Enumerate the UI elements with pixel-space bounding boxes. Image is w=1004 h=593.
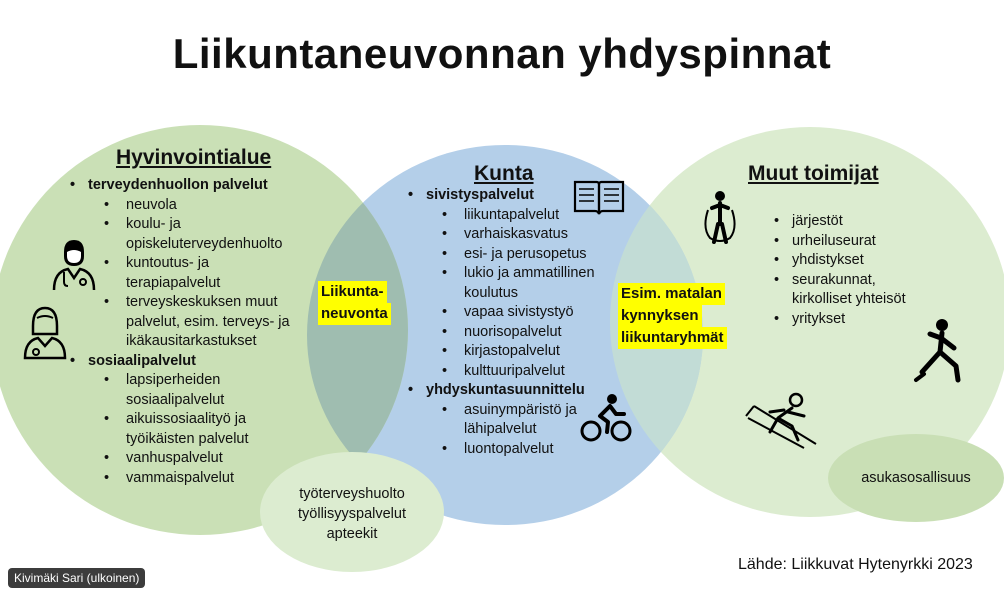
- list-item: • varhaiskasvatus: [402, 225, 595, 245]
- list-item: • vapaa sivistystyö: [402, 303, 595, 323]
- list-item: • kulttuuripalvelut: [402, 362, 595, 382]
- book-icon: [572, 178, 626, 218]
- middle-heading: Kunta: [474, 162, 534, 185]
- list-item: • esi- ja perusopetus: [402, 245, 595, 265]
- list-item: • lapsiperheiden: [64, 371, 290, 391]
- nurse-icon: [22, 304, 68, 360]
- list-group-label: • terveydenhuollon palvelut: [64, 176, 290, 196]
- list-item: • järjestöt: [772, 212, 906, 232]
- list-item: • vammaispalvelut: [64, 469, 290, 489]
- overlap-label-line: neuvonta: [318, 303, 391, 325]
- list-item-cont: kirkolliset yhteisöt: [792, 291, 906, 307]
- yoga-icon: [912, 318, 964, 384]
- list-item: • yhdistykset: [772, 251, 906, 271]
- list-item-cont: palvelut, esim. terveys- ja: [126, 313, 290, 330]
- bubble-bottom-right-text: asukasosallisuus: [861, 470, 971, 486]
- list-item: • asuinympäristö ja: [402, 401, 595, 421]
- list-item: • aikuissosiaalityö ja: [64, 410, 290, 430]
- list-item: • terveyskeskuksen muut: [64, 293, 290, 313]
- right-list: [772, 212, 906, 329]
- list-group-label: • sosiaalipalvelut: [64, 352, 290, 372]
- list-item: • lukio ja ammatillinen: [402, 264, 595, 284]
- right-heading: Muut toimijat: [748, 162, 879, 185]
- list-item-cont: koulutus: [464, 284, 519, 301]
- list-group-label: • sivistyspalvelut: [402, 186, 595, 206]
- bubble-line: apteekit: [326, 526, 378, 542]
- overlap-label-line: kynnyksen: [618, 305, 702, 327]
- list-item-cont: terapiapalvelut: [126, 274, 221, 291]
- list-item: • neuvola: [64, 196, 290, 216]
- source-citation: Lähde: Liikkuvat Hytenyrkki 2023: [738, 556, 973, 573]
- list-item: • kirjastopalvelut: [402, 342, 595, 362]
- jump-rope-icon: [700, 188, 740, 244]
- doctor-icon: [50, 236, 98, 292]
- list-item-cont: sosiaalipalvelut: [126, 391, 225, 408]
- participant-name-badge: Kivimäki Sari (ulkoinen): [8, 568, 145, 588]
- list-item: • luontopalvelut: [402, 440, 595, 460]
- page-title: Liikuntaneuvonnan yhdyspinnat: [172, 30, 832, 77]
- overlap-label-line: Liikunta-: [318, 281, 387, 303]
- left-list: [64, 176, 290, 488]
- list-item: • liikuntapalvelut: [402, 206, 595, 226]
- overlap-label-line: liikuntaryhmät: [618, 327, 727, 349]
- left-heading: Hyvinvointialue: [116, 146, 272, 169]
- bubble-line: työterveyshuolto: [299, 486, 405, 502]
- list-item-cont: ikäkausitarkastukset: [126, 333, 257, 349]
- middle-list: [402, 186, 595, 459]
- list-item: • vanhuspalvelut: [64, 449, 290, 469]
- list-group-label: • yhdyskuntasuunnittelu: [402, 381, 595, 401]
- list-item: • kuntoutus- ja: [64, 254, 290, 274]
- list-item: • seurakunnat,: [772, 271, 906, 291]
- bubble-bottom-left-text: [262, 484, 442, 544]
- overlap-label-line: Esim. matalan: [618, 283, 725, 305]
- cyclist-icon: [580, 392, 632, 444]
- list-item-cont: työikäisten palvelut: [126, 430, 249, 447]
- bubble-line: työllisyyspalvelut: [298, 506, 406, 522]
- list-item: • yritykset: [772, 310, 906, 330]
- list-item-cont: lähipalvelut: [464, 421, 537, 437]
- list-item: • koulu- ja: [64, 215, 290, 235]
- list-item: • nuorisopalvelut: [402, 323, 595, 343]
- list-item: • urheiluseurat: [772, 232, 906, 252]
- skier-icon: [744, 392, 824, 452]
- list-item-cont: opiskeluterveydenhuolto: [126, 235, 283, 252]
